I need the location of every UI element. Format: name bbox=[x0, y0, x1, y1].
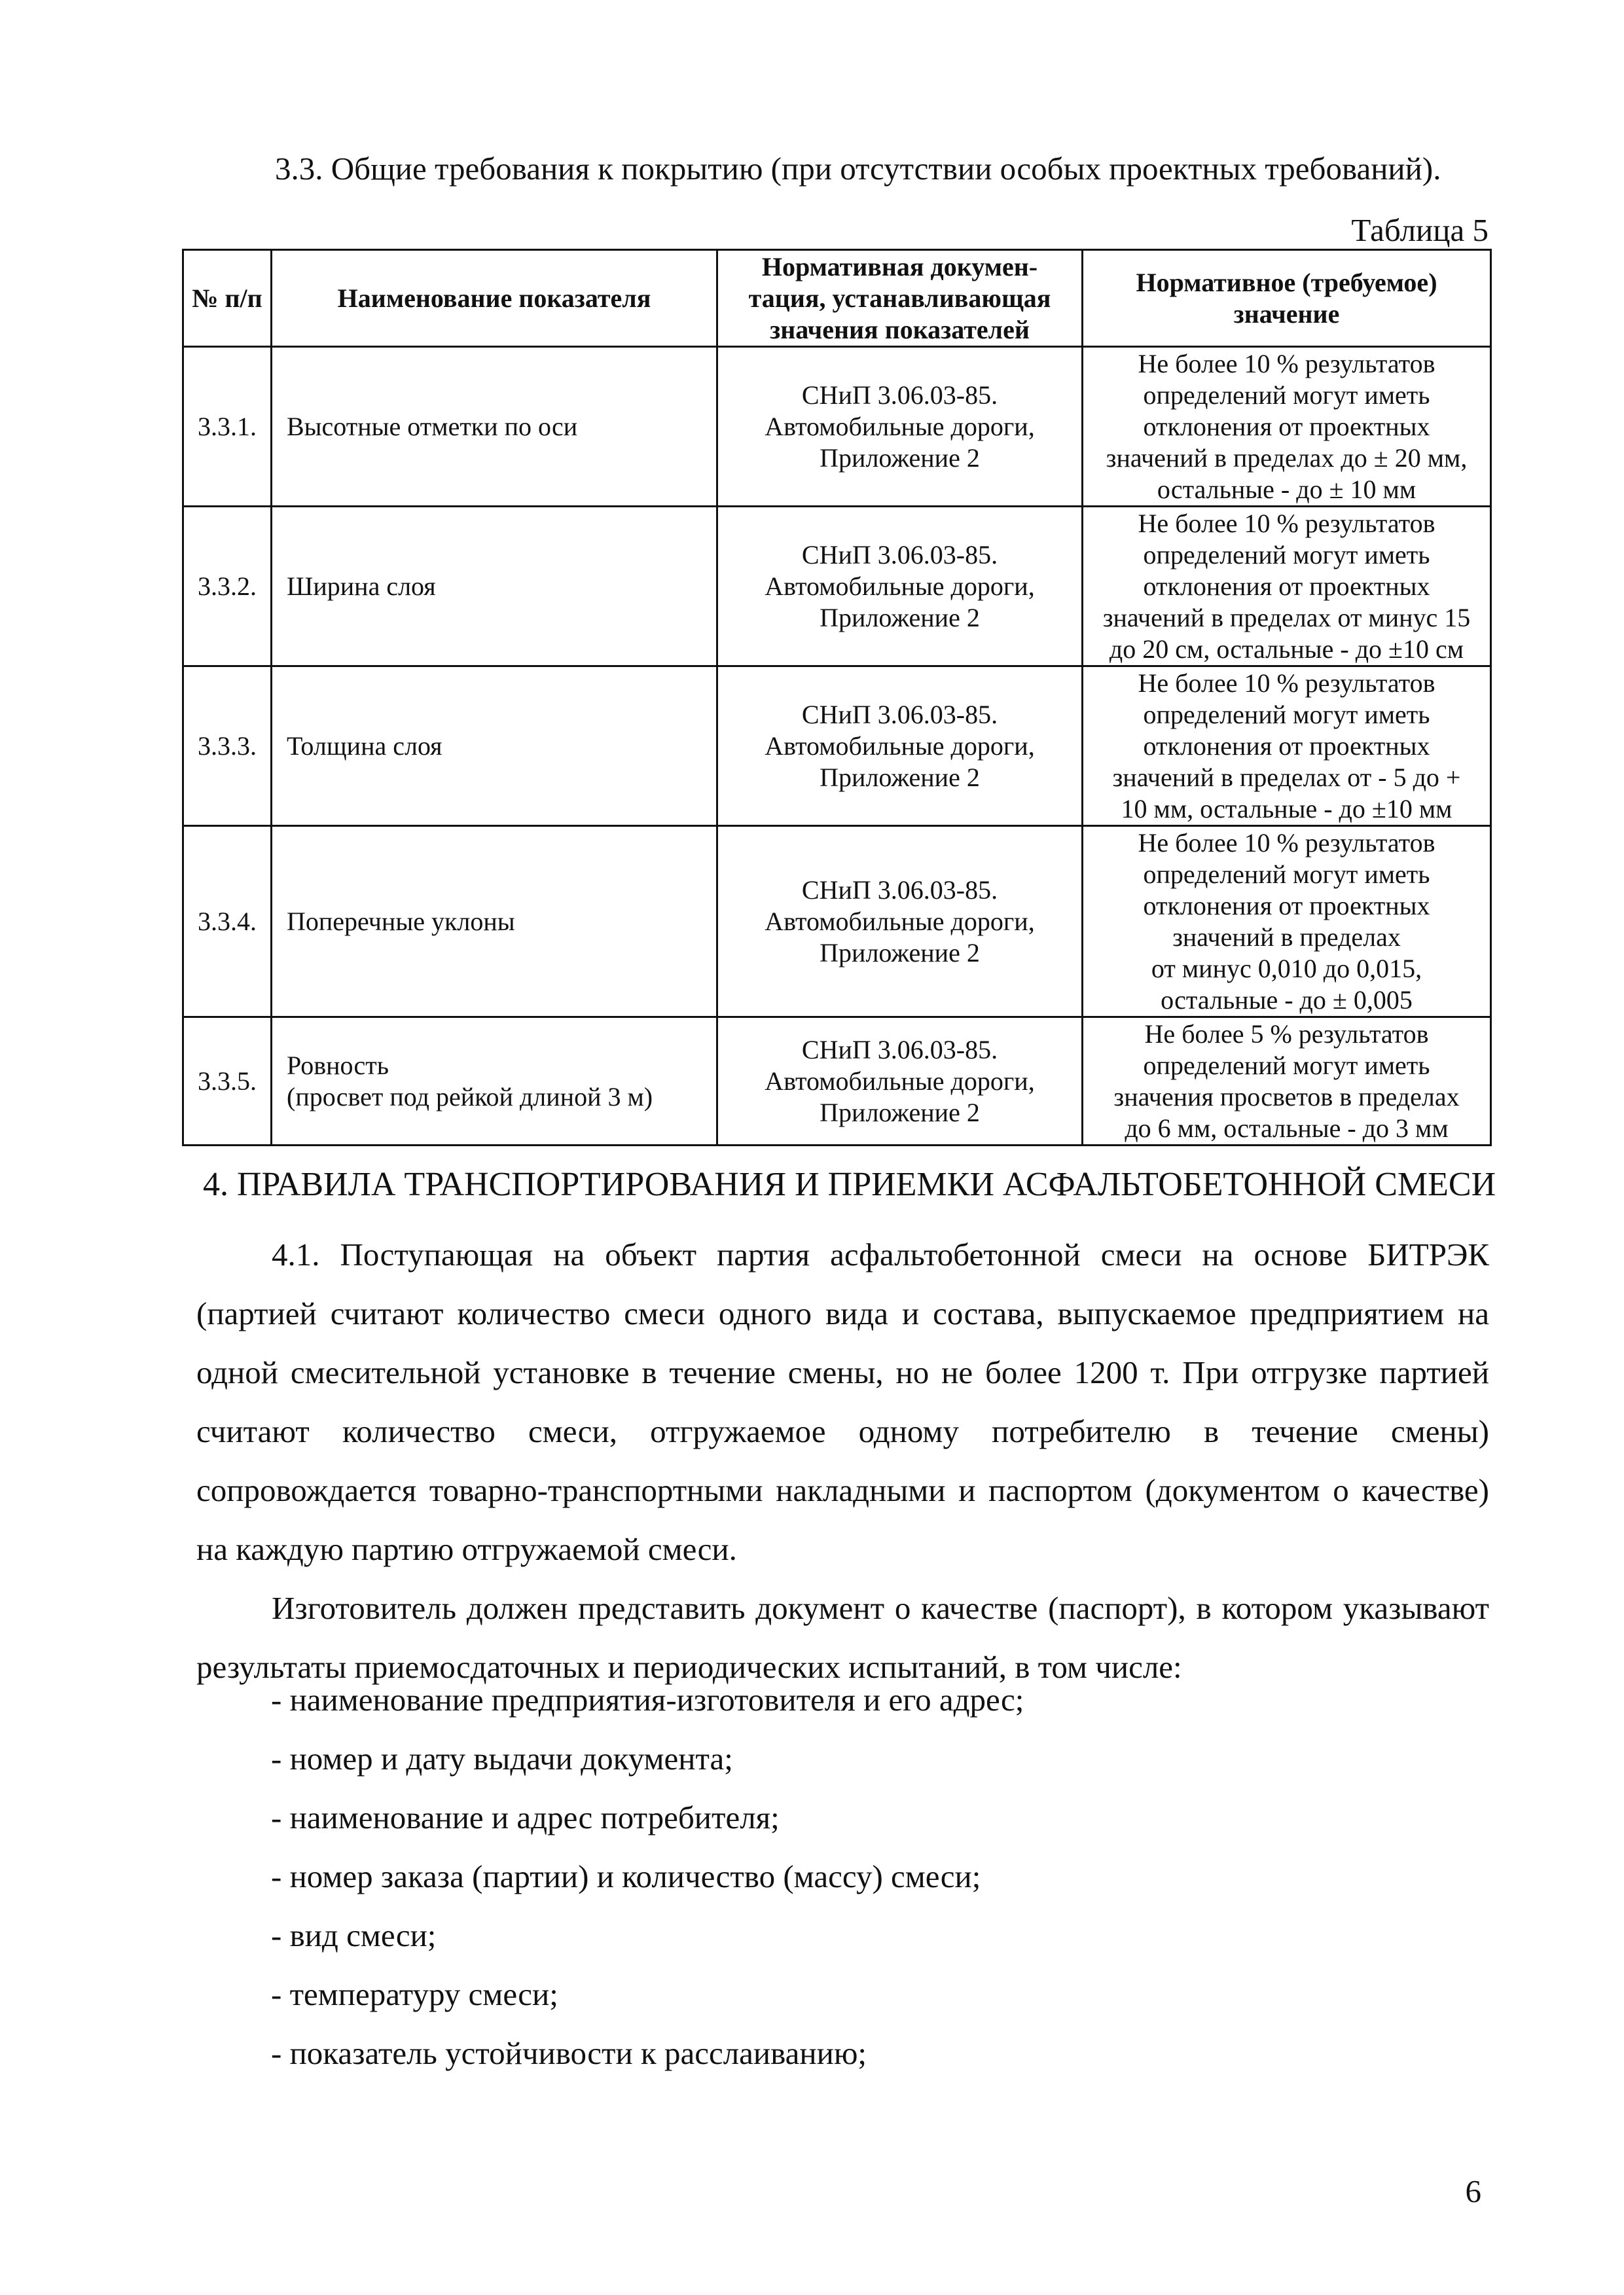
list-item: - вид смеси; bbox=[271, 1917, 437, 1953]
header-doc-text: Нормативная докумен- тация, устанавливающая значения показателей bbox=[748, 251, 1051, 344]
row-number: 3.3.2. bbox=[183, 507, 272, 666]
row-number: 3.3.5. bbox=[183, 1017, 272, 1146]
row-number: 3.3.1. bbox=[183, 347, 272, 507]
header-indicator-text: Наименование показателя bbox=[337, 283, 651, 313]
list-item: - температуру смеси; bbox=[271, 1976, 558, 2012]
header-indicator-name bbox=[272, 250, 717, 347]
page-number: 6 bbox=[1465, 2173, 1481, 2209]
row-required-value: Не более 10 % результатов определений могут иметь отклонения от проектных значений в пределах от - 5 до + 10 мм, остальные - до ±10 мм bbox=[1083, 666, 1491, 826]
table-row bbox=[183, 347, 1491, 507]
paragraph-4-1: 4.1. Поступающая на объект партия асфальтобетонной смеси на основе БИТРЭК (партией считают количество смеси одного вида и состава, выпускаемое предприятием на одной смесительной установке в течение смены, но не более 1200 т. При отгрузке партией считают количество смеси, отгружаемое одному потребителю в течение смены) сопровождается товарно-транспортными накладными и паспортом (документом о качестве) на каждую партию отгружаемой смеси. bbox=[196, 1237, 1489, 1567]
row-required-value: Не более 10 % результатов определений могут иметь отклонения от проектных значений в пределах до ± 20 мм, остальные - до ± 10 мм bbox=[1083, 347, 1491, 507]
row-normative-doc: СНиП 3.06.03-85. Автомобильные дороги, Приложение 2 bbox=[717, 347, 1083, 507]
requirements-table bbox=[182, 249, 1492, 1146]
row-indicator: Высотные отметки по оси bbox=[272, 347, 717, 507]
row-indicator: Поперечные уклоны bbox=[272, 826, 717, 1017]
list-item: - показатель устойчивости к расслаиванию; bbox=[271, 2035, 867, 2071]
row-number: 3.3.4. bbox=[183, 826, 272, 1017]
header-number-text: № п/п bbox=[192, 283, 262, 313]
header-required-value bbox=[1083, 250, 1491, 347]
list-item: - наименование предприятия-изготовителя и его адрес; bbox=[271, 1682, 1024, 1718]
row-normative-doc: СНиП 3.06.03-85. Автомобильные дороги, Приложение 2 bbox=[717, 1017, 1083, 1146]
row-normative-doc: СНиП 3.06.03-85. Автомобильные дороги, Приложение 2 bbox=[717, 826, 1083, 1017]
passport-contents-list bbox=[271, 1671, 1024, 2083]
header-normative-doc bbox=[717, 250, 1083, 347]
list-item: - номер и дату выдачи документа; bbox=[271, 1741, 733, 1777]
row-normative-doc: СНиП 3.06.03-85. Автомобильные дороги, Приложение 2 bbox=[717, 507, 1083, 666]
row-required-value: Не более 5 % результатов определений могут иметь значения просветов в пределах до 6 мм, остальные - до 3 мм bbox=[1083, 1017, 1491, 1146]
row-number: 3.3.3. bbox=[183, 666, 272, 826]
paragraph-passport: Изготовитель должен представить документ о качестве (паспорт), в котором указывают результаты приемосдаточных и периодических испытаний, в том числе: bbox=[196, 1590, 1489, 1685]
row-indicator: Ширина слоя bbox=[272, 507, 717, 666]
row-required-value: Не более 10 % результатов определений могут иметь отклонения от проектных значений в пределах от минус 0,010 до 0,015, остальные - до ± 0,005 bbox=[1083, 826, 1491, 1017]
table-row bbox=[183, 666, 1491, 826]
row-indicator: Толщина слоя bbox=[272, 666, 717, 826]
list-item: - номер заказа (партии) и количество (массу) смеси; bbox=[271, 1858, 981, 1894]
chapter-heading: 4. ПРАВИЛА ТРАНСПОРТИРОВАНИЯ И ПРИЕМКИ АСФАЛЬТОБЕТОННОЙ СМЕСИ bbox=[203, 1166, 1496, 1203]
header-number bbox=[183, 250, 272, 347]
row-normative-doc: СНиП 3.06.03-85. Автомобильные дороги, Приложение 2 bbox=[717, 666, 1083, 826]
table-row bbox=[183, 826, 1491, 1017]
row-indicator: Ровность (просвет под рейкой длиной 3 м) bbox=[272, 1017, 717, 1146]
table-caption: Таблица 5 bbox=[1351, 212, 1489, 248]
table-header-row bbox=[183, 250, 1491, 347]
section-heading: 3.3. Общие требования к покрытию (при отсутствии особых проектных требований). bbox=[275, 151, 1441, 187]
header-value-text: Нормативное (требуемое) значение bbox=[1136, 267, 1437, 329]
row-required-value: Не более 10 % результатов определений могут иметь отклонения от проектных значений в пределах от минус 15 до 20 см, остальные - до ±10 см bbox=[1083, 507, 1491, 666]
table-row bbox=[183, 1017, 1491, 1146]
table-row bbox=[183, 507, 1491, 666]
list-item: - наименование и адрес потребителя; bbox=[271, 1799, 780, 1835]
